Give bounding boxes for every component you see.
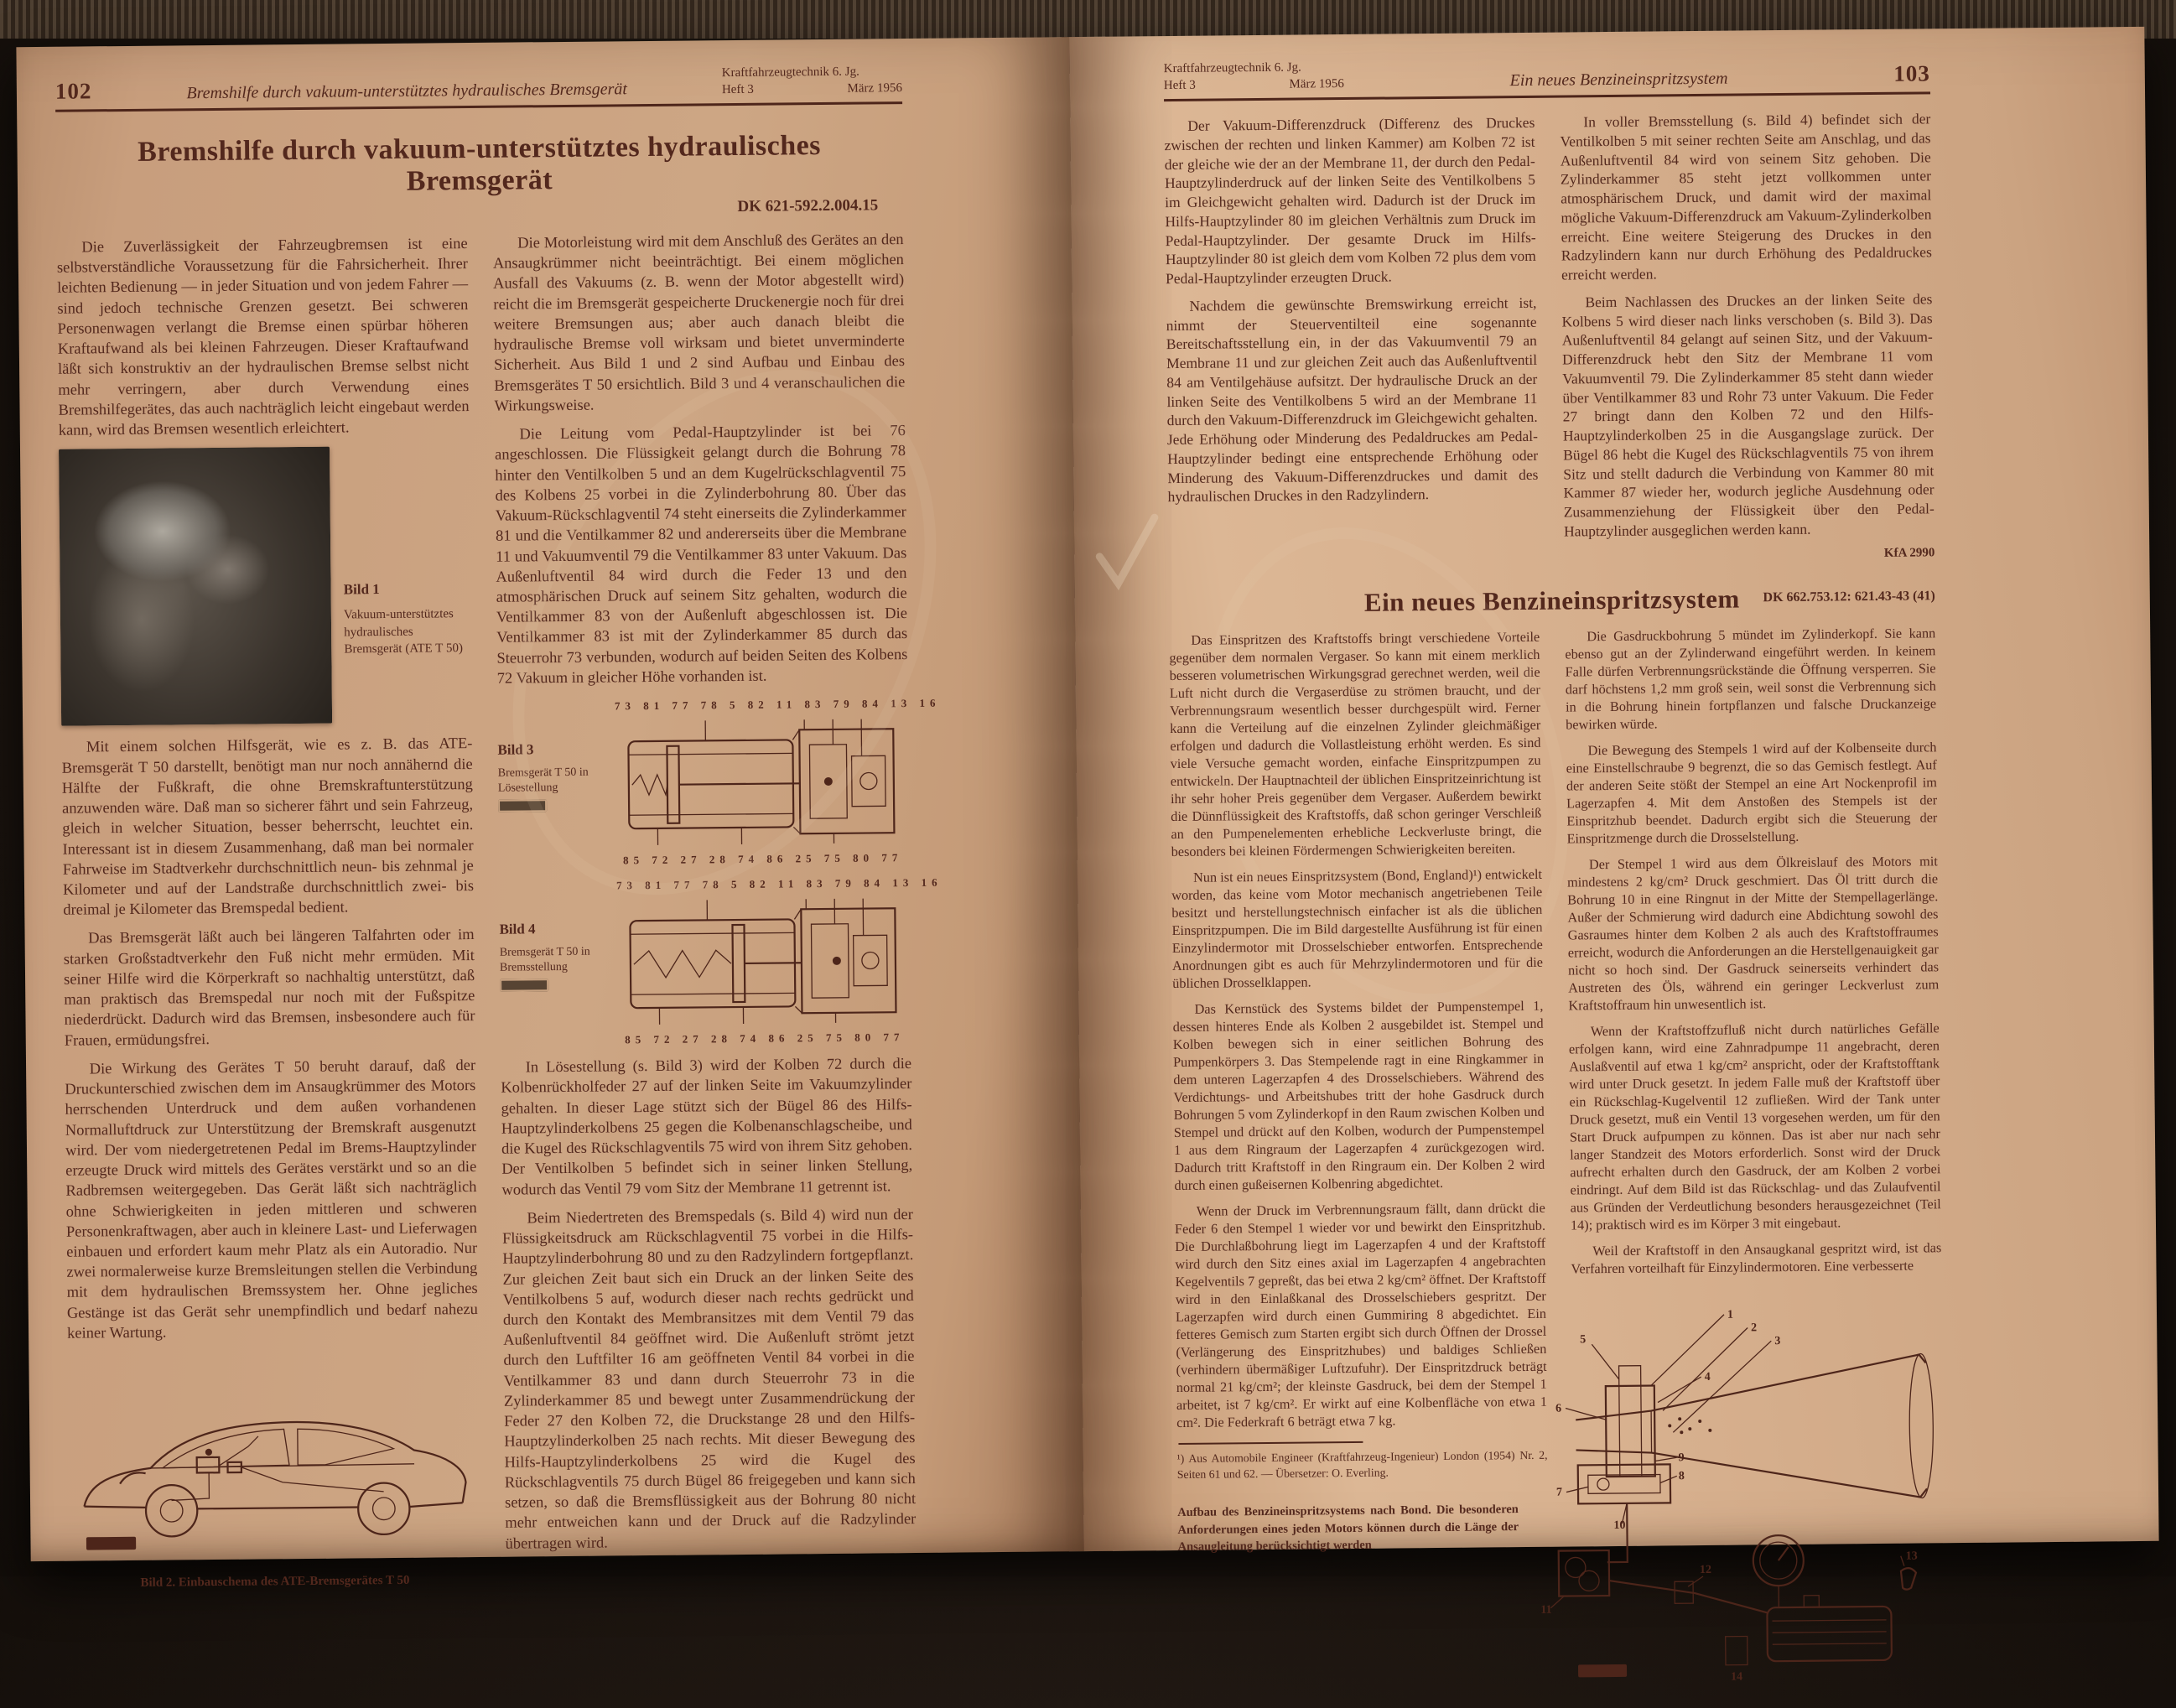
cross-section-braking	[616, 890, 911, 1033]
journal-block	[722, 64, 902, 98]
paragraph-verbrennungsraum: Wenn der Druck im Verbrennungsraum fällt, dann drückt die Feder 6 den Stempel 1 wieder vor und bewirkt den Einspritzhub. Die Durchlaßbohrung liegt im Lagerzapfen 4 und der Kraftstoff wird durch den Sitz eines axial im Lagerzapfen 4 angebrachten Kegelventils 7 gepreßt, das bei etwa 2 kg/cm² öffnet. Der Kraftstoff wird in den Einlaßkanal des Drosselschiebers gespritzt. Der Lagerzapfen wird durch einen Gummiring 8 abgedichtet. Ein fetteres Gemisch zum Starten ergibt sich durch Öffnen der Drossel (Verlängerung des Einspritzhubes) und baldiges Schließen (verhindern übermäßiger Luftzufuhr). Der Einspritzdruck beträgt normal 21 kg/cm²; der kleinste Gasdruck, bei dem der Stempel 1 arbeitet, ist 7 kg/cm². Er wirkt auf eine Kolbenfläche von etwa 1 cm². Die Federkraft 6 beträgt etwa 7 kg.	[1175, 1199, 1548, 1431]
paragraph-einspritzen: Das Einspritzen des Kraftstoffs bringt verschiedene Vorteile gegenüber dem normalen Vergaser. So kann mit einem merklich besseren volumetrischen Wirkungsgrad gerechnet werden, weil die Luft nicht durch die Vergaserdüse zu strömen braucht, und der Verbrennungsraum wesentlich besser durchgespült wird. Ferner kann die Verteilung auf die einzelnen Zylinder gleichmäßiger erfolgen und dadurch die Vollastleistung erhöht werden. Es sind viele Versuche gemacht worden, einfache Einspritzpumpen zu entwickeln. Der Hauptnachteil der üblichen Einspritzeinrichtung ist ihr sehr hoher Preis gegenüber dem Vergaser. Außerdem bewirkt die Dünnflüssigkeit des Kraftstoffs, daß schon geringer Verschleiß an den Pumpenelementen erhebliche Leckverluste bringt, die besonders bei kleinen Fördermengen Schwierigkeiten bereiten.	[1169, 627, 1542, 859]
bild-4-diagram	[616, 876, 911, 1046]
bild-3-part-numbers-top: 73 81 77 78 5 82 11 83 79 84 13 16	[615, 697, 908, 713]
paragraph-bond-system: Nun ist ein neues Einspritzsystem (Bond, England)¹) entwickelt worden, das keine vom Motor mechanisch angetriebenen Teile besitzt und herstellungstechnisch einfacher ist als die üblichen Einspritzpumpen. Die im Bild dargestellte Ausführung ist für einen Einzylindermotor mit Drosselschieber entworfen. Entsprechende Anordnungen gibt es auch für Mehrzylindermotoren und für die üblichen Drosselklappen.	[1171, 865, 1543, 992]
bild-3-caption	[497, 700, 606, 869]
paragraph-motorleistung: Die Motorleistung wird mit dem Anschluß des Gerätes an den Ansaugkrümmer nicht beeinträchtigt. Bei einem möglichen Ausfall des Vakuums (z. B. wenn der Motor abgestellt wird) reicht die im Bremsgerät gespeicherte Druckenergie noch für drei weitere Bremsungen aus; aber auch danach bleibt die hydraulische Bremse voll wirksam und bietet unverminderte Sicherheit. Aus Bild 1 und 2 sind Aufbau und Einbau des Bremsgerätes T 50 ersichtlich. Bild 3 und 4 veranschaulichen die Wirkungsweise.	[493, 230, 906, 417]
part-label: 3	[1774, 1335, 1780, 1347]
part-label: 13	[1906, 1550, 1918, 1563]
bild-3-label: Bild 3	[497, 740, 605, 760]
car-installation-diagram	[67, 1352, 480, 1570]
author-sign-off: KfA 2990	[1564, 546, 1935, 563]
archive-stamp	[498, 799, 547, 812]
magazine-spread	[16, 27, 2158, 1561]
second-article-title-row	[1169, 582, 1935, 620]
article2-column-1	[1169, 627, 1550, 1697]
figure-bond-system	[1524, 1282, 1946, 1694]
journal-issue: Heft 3	[1164, 77, 1196, 94]
bild-3-caption-text: Bremsgerät T 50 in Lösestellung	[498, 766, 605, 797]
paragraph-wirkung: Die Wirkung des Gerätes T 50 beruht darauf, daß der Druckunterschied zwischen dem im Ansaugkrümmer des Motors herrschenden Unterdruck und dem außen vorhandenen Normalluftdruck zur Unterstützung der Bremskraft ausgenutzt wird. Der vom niedergetretenen Pedal im Brems-Hauptzylinder erzeugte Druck wird mittels des Gerätes verstärkt und so an die Radbremsen weitergegeben. Das Gerät läßt sich nachträglich ohne Schwierigkeiten in jeden mittleren und schweren Personenkraftwagen, aber auch in kleinere Last- und Lieferwagen einbauen und erfordert kaum mehr Platz als ein Autoradio. Nur zwei normalerweise kurze Bremsleitungen stellen die Verbindung mit dem hydraulischen Bremssystem her. Ohne jegliches Gestänge ist das Gerät sehr unempfindlich und bedarf nahezu keiner Wartung.	[65, 1056, 478, 1344]
journal-name: Kraftfahrzeugtechnik 6. Jg.	[722, 64, 902, 82]
paragraph-hilfsgeraet: Mit einem solchen Hilfsgerät, wie es z. B. das ATE-Bremsgerät T 50 darstellt, benötigt man nur noch annähernd die Hälfte der Fußkraft, die ohne Bremskraftunterstützung anzuwenden wäre. Daß man so sicherer fährt und sein Fahrzeug, gleich in welcher Situation, besser beherrscht, leuchtet ein. Interessant ist in diesem Zusammenhang, daß man bei normaler Fahrweise im Stadtverkehr durchschnittlich neun- bis zehnmal je Kilometer und auf der Landstraße durchschnittlich zwei- bis dreimal je Kilometer das Bremspedal bedient.	[61, 734, 474, 921]
pen-checkmark	[1089, 506, 1166, 599]
figure-bild-1	[59, 445, 472, 726]
bild-4-part-numbers-top: 73 81 77 78 5 82 11 83 79 84 13 16	[616, 876, 910, 892]
left-page-column-1	[57, 234, 480, 1591]
bild-1-label: Bild 1	[344, 579, 471, 600]
running-title: Ein neues Benzineinspritzsystem	[1344, 68, 1894, 92]
injection-system-diagram	[1524, 1282, 1948, 1694]
figure-bild-3	[497, 697, 910, 869]
bild-4-caption-text: Bremsgerät T 50 in Bremsstellung	[500, 945, 607, 977]
second-article-title: Ein neues Benzineinspritzsystem	[1169, 582, 1935, 620]
paragraph-schmierung: Der Stempel 1 wird aus dem Ölkreislauf des Motors mit mindestens 2 kg/cm² Druck geschmiert. Das Öl tritt durch die Bohrung 10 in eine Ringnut in der Mitte der Stempellagerlänge. Außer der Schmierung wird dadurch eine Abdichtung sowohl des Gasraumes hinter dem Kolben 2 als auch des Kraftstoffraumes erreicht, wodurch die Anforderungen an die Herstellgenauigkeit gar nicht so hoch sind. Der Gasdruck seinerseits verhindert das Austreten des Öls, während ein geringer Leckverlust zum Kraftstoffraum hin unwesentlich ist.	[1567, 852, 1940, 1014]
paragraph-loesestellung: In Lösestellung (s. Bild 3) wird der Kolben 72 durch die Kolbenrückholfeder 27 auf der linken Seite im Vakuumzylinder gehalten. In dieser Lage stützt sich der Bügel 86 des Hilfs-Hauptzylinderkolbens 25 gegen die Kolbenanschlagscheibe, und die Kugel des Rückschlagventils 75 wird von ihrem Sitz gehoben. Der Ventilkolben 5 befindet sich in seiner linken Stellung, wodurch das Ventil 79 vom Sitz der Membrane 11 getrennt ist.	[501, 1054, 913, 1200]
right-page-cont-column-2	[1560, 109, 1935, 563]
right-page-cont-column-1	[1164, 113, 1539, 568]
bild-4-caption	[499, 880, 608, 1048]
paragraph-leitung: Die Leitung vom Pedal-Hauptzylinder ist bei 76 angeschlossen. Die Flüssigkeit gelangt durch die Bohrung 78 hinter den Ventilkolben 5 und an dem Kugelrückschlagventil 75 des Kolbens 25 vorbei in die Zylinderbohrung 80. Über das Vakuum-Rückschlagventil 74 steht einerseits die Zylinderkammer 81 und die Ventilkammer 82 und andererseits über die Membrane 11 und Vakuumventil 79 die Ventilkammer 83 unter Vakuum. Das Außenluftventil 84 wird durch die Feder 13 und den atmosphärischen Druck auf seinem Sitz gehalten, wodurch die Ventilkammer 83 von der Außenluft abgeschlossen ist. Die Ventilkammer 83 ist mit der Zylinderkammer 85 durch das Steuerrohr 73 verbunden, wodurch auf beiden Seiten des Kolbens 72 Vakuum in gleicher Höhe vorhanden ist.	[495, 421, 908, 689]
left-page-column-2	[493, 230, 917, 1587]
part-label: 12	[1700, 1564, 1711, 1576]
figure-bild-2	[67, 1352, 480, 1591]
paragraph-nachlassen: Beim Nachlassen des Druckes an der linken Seite des Kolbens 5 wird dieser nach links verschoben (s. Bild 3). Das Außenluftventil 84 gelangt auf seinen Sitz, und der Vakuum-Differenzdruck hebt den Sitz der Membrane 11 vom Vakuumventil 79. Die Zylinderkammer 85 steht dann wieder über Ventilkammer 83 und Rohr 73 unter Vakuum. Die Feder 27 bringt dann den Kolben 72 und den Hilfs-Hauptzylinderkolben 25 in die Ausgangslage zurück. Der Bügel 86 hebt die Kugel des Rückschlagventils 75 von ihrem Sitz und stellt dadurch die Verbindung von Kammer 80 mit Kammer 87 wieder her, wodurch jegliche Ausdehnung oder Zusammenziehung der Flüssigkeit über den Pedal-Hauptzylinder ausgeglichen werden kann.	[1561, 289, 1935, 541]
paragraph-ansaugkanal: Weil der Kraftstoff in den Ansaugkanal gespritzt wird, ist das Verfahren vorteilhaft für Einzylindermotoren. Eine verbesserte	[1571, 1238, 1941, 1277]
bild-3-part-numbers-bottom: 85 72 27 28 74 86 25 75 80 77	[616, 851, 910, 867]
journal-name: Kraftfahrzeugtechnik 6. Jg.	[1164, 60, 1344, 78]
paragraph-bereitschaft: Nachdem die gewünschte Bremswirkung erreicht ist, nimmt der Steuerventilteil eine sogenannte Bereitschaftsstellung ein, in der das Vakuumventil 79 an Membrane 11 und zur gleichen Zeit auch das Außenluftventil 84 am Ventilgehäuse aufsitzt. Der hydraulische Druck an der linken Seite des Ventilkolbens 5 wird an der Membrane 11 durch den Vakuum-Differenzdruck im Gleichgewicht gehalten. Jede Erhöhung oder Minderung des Pedaldruckes am Pedal-Hauptzylinder bedingt eine entsprechende Erhöhung oder Minderung des Vakuum-Differenzdruckes und damit des hydraulischen Druckes in den Radzylindern.	[1166, 293, 1538, 506]
bild-1-caption-text: Vakuum-unterstütztes hydraulisches Bremsgerät (ATE T 50)	[344, 605, 471, 657]
part-label: 11	[1540, 1604, 1551, 1617]
paragraph-bewegung-stempel: Die Bewegung des Stempels 1 wird auf der Kolbenseite durch eine Einstellschraube 9 begrenzt, die so das Gemisch festlegt. Auf der anderen Seite stößt der Stempel an eine Art Nockenprofil im Lagerzapfen 4. Mit dem Anstoßen des Stempels ist der Einspritzhub beendet. Dadurch ergibt sich die Steuerung der Einspritzmenge durch die Drosselstellung.	[1566, 738, 1937, 847]
bild-1-caption	[344, 579, 472, 657]
journal-block	[1164, 60, 1344, 94]
journal-issue: Heft 3	[722, 81, 754, 98]
part-label: 6	[1555, 1403, 1561, 1415]
bild-4-label: Bild 4	[499, 920, 606, 939]
part-label: 2	[1751, 1321, 1757, 1334]
part-label: 9	[1679, 1451, 1685, 1464]
paragraph-differenzdruck: Der Vakuum-Differenzdruck (Differenz des Druckes zwischen der rechten und linken Kammer) am Kolben 72 ist der gleiche wie der an der Membrane 11, der durch den Pedal-Hauptzylinderdruck auf der linken Seite des Ventilkolbens 5 im Gleichgewicht gehalten wird. Dadurch ist der Druck im Hilfs-Hauptzylinder 80 im gleichen Verhältnis zum Druck im Pedal-Hauptzylinder. Der gesamte Druck im Hilfs-Hauptzylinder 80 ist gleich dem vom Kolben 72 plus dem vom Pedal-Hauptzylinder erzeugten Druck.	[1164, 113, 1536, 288]
bild-4-part-numbers-bottom: 85 72 27 28 74 86 25 75 80 77	[618, 1031, 911, 1046]
running-title: Bremshilfe durch vakuum-unterstütztes hydraulisches Bremsgerät	[91, 79, 722, 104]
journal-date: März 1956	[1289, 76, 1344, 93]
footnote-rule	[1178, 1441, 1363, 1445]
part-label: 8	[1679, 1470, 1685, 1482]
cross-section-release	[615, 710, 910, 854]
running-head-left	[55, 64, 902, 112]
paragraph-niedertreten: Beim Niedertreten des Bremspedals (s. Bild 4) wird nun der Flüssigkeitsdruck am Rückschlagventil 75 vorbei in die Hilfs-Hauptzylinderbohrung 80 und zu den Radzylindern fortgepflanzt. Zur gleichen Zeit baut sich ein Druck an der linken Seite des Ventilkolbens 5 auf, wodurch dieser nach rechts gedrückt und durch den Kontakt des Membransitzes mit dem Ventil 79 das Außenluftventil 84 geöffnet wird. Die Außenluft strömt jetzt durch den Luftfilter 16 am geöffneten Ventil 84 vorbei in die Ventilkammer 83 und dann durch Steuerrohr 73 in die Zylinderkammer 85 und bewegt unter Zusammendrückung der Feder 27 den Kolben 72, die Druckstange 28 und den Hilfs-Hauptzylinderkolben 25 nach rechts. Mit dieser Bewegung des Hilfs-Hauptzylinderkolbens 25 wird die Kugel des Rückschlagventils 75 durch Bügel 86 freigegeben und kann sich setzen, so daß die Bremsflüssigkeit aus der Bohrung 80 nicht mehr entweichen kann und der Druck auf die Radzylinder übertragen wird.	[502, 1205, 917, 1555]
paragraph-gasdruckbohrung: Die Gasdruckbohrung 5 mündet im Zylinderkopf. Sie kann ebenso gut an der Zylinderwand eingeführt werden. In keinem Falle dürfen Verbrennungsrückstände die Öffnung versperren. Sie darf höchstens 1,2 mm groß sein, weil sonst die Verbrennung sich in die Bohrung hinein fortpflanzen und falsche Druckanzeige bewirken würde.	[1565, 624, 1936, 733]
part-label: 14	[1731, 1671, 1742, 1684]
article2-column-2	[1565, 624, 1945, 1694]
bild-2-caption: Bild 2. Einbauschema des ATE-Bremsgerätes T 50	[70, 1573, 480, 1591]
part-label: 7	[1556, 1487, 1562, 1499]
page-number: 102	[55, 78, 92, 104]
dk-number: DK 621-592.2.004.15	[56, 196, 878, 222]
paragraph-kraftstoffzufluss: Wenn der Kraftstoffzufluß nicht durch natürliches Gefälle erfolgen kann, wird eine Zahnradpumpe 11 angebracht, deren Auslaßventil auf etwa 1 kg/cm² anspricht, oder der Kraftstofftank wird unter Druck gesetzt. In jedem Falle muß der Kraftstoff über ein Rückschlag-Kugelventil 12 zufließen. Wird der Tank unter Druck gesetzt, muß ein Ventil 13 vorgesehen werden, um für den Start Druck aufpumpen zu können. Das ist aber nur nach sehr langer Standzeit des Motors erforderlich. Sonst wird der Druck aufrecht erhalten durch den Gasdruck, der am Kolben 2 vorbei eindringt. Auf dem Bild ist das Rückschlag- und das Zulaufventil aus Gründen der Verdeutlichung besonders herausgezeichnet (Teil 14); praktisch wird es im Körper 3 mit eingebaut.	[1569, 1019, 1941, 1233]
second-article-dk: DK 662.753.12: 621.43-43 (41)	[1763, 589, 1935, 605]
paragraph-bremsstellung: In voller Bremsstellung (s. Bild 4) befindet sich der Ventilkolben 5 mit seiner rechten Seite am Anschlag, und das Außenluftventil 84 wird von seinem Sitz gehoben. Die Zylinderkammer 85 steht jetzt vollkommen unter atmosphärischem Druck, und damit wird der maximal mögliche Vakuum-Differenzdruck am Vakuum-Zylinderkolben erreicht. Eine weitere Steigerung des Druckes in den Radzylindern kann nur durch Erhöhung des Pedaldruckes erreicht werden.	[1560, 109, 1932, 284]
journal-date: März 1956	[847, 80, 902, 97]
part-label: 10	[1613, 1519, 1625, 1532]
paragraph-intro: Die Zuverlässigkeit der Fahrzeugbremsen ist eine selbstverständliche Voraussetzung für die Fahrsicherheit. Ihrer leichten Bedienung — in jeder Situation und von jedem Fahrer — sind jedoch technische Grenzen gesetzt. Bei schweren Personenwagen verlangt die Bremse einen spürbar höheren Kraftaufwand als bei kleinen Fahrzeugen. Dieser Kraftaufwand läßt sich konstruktiv an der hydraulischen Bremse selbst nicht mehr verringern, aber durch Verwendung eines Bremshilfegerätes, das auch nachträglich leicht eingebaut werden kann, wird das Bremsen wesentlich erleichtert.	[57, 234, 470, 441]
brake-booster-photo	[59, 447, 333, 726]
figure-bild-4	[499, 876, 911, 1048]
photo-stamp	[1578, 1664, 1627, 1678]
paragraph-kernstueck: Das Kernstück des Systems bildet der Pumpenstempel 1, dessen hinteres Ende als Kolben 2 ausgebildet ist. Stempel und Kolben bewegen sich in einer seitlichen Bohrung des Pumpenkörpers 3. Das Stempelende ragt in eine Ringkammer in dem unteren Lagerzapfen 4 des Drosselschiebers. Während des Verdichtungs- und Arbeitshubes tritt der hohe Gasdruck durch Bohrungen 5 vom Zylinderkopf in den Raum zwischen Kolben und Stempel und drückt auf den Kolben, wodurch der Pumpenstempel 1 aus dem Ringraum der Lagerzapfen 4 zurückgezogen wird. Dadurch tritt Kraftstoff in den Ringraum ein. Der Kolben 2 wird durch einen gußeisernen Kolbenring abgedichtet.	[1172, 997, 1545, 1194]
part-label: 4	[1705, 1371, 1711, 1384]
part-label: 1	[1727, 1309, 1733, 1321]
running-head-right	[1164, 54, 1930, 101]
bond-figure-caption: Aufbau des Benzineinspritzsystems nach Bond. Die besonderen Anforderungen eines jeden Motors können durch die Länge der Ansaugleitung berücksichtigt werden	[1177, 1502, 1519, 1556]
article-title: Bremshilfe durch vakuum-unterstütztes hydraulisches Bremsgerät	[64, 129, 895, 200]
page-103	[1069, 27, 2158, 1551]
archive-stamp	[500, 979, 548, 992]
bild-3-diagram	[615, 697, 910, 867]
page-102	[16, 37, 1083, 1561]
part-label: 5	[1580, 1333, 1586, 1346]
photo-stamp	[86, 1537, 136, 1550]
paragraph-talfahrten: Das Bremsgerät läßt auch bei längeren Talfahrten oder im starken Großstadtverkehr den Fuß nicht mehr ermüden. Mit seiner Hilfe wird die Körperkraft so nachhaltig unterstützt, daß man praktisch das Bremspedal nur noch mit der Fußspitze niederdrückt. Dadurch wird das Bremsen, insbesondere auch für Frauen, ermüdungsfrei.	[63, 925, 475, 1051]
page-number: 103	[1893, 60, 1930, 86]
footnote: ¹) Aus Automobile Engineer (Kraftfahrzeug-Ingenieur) London (1954) Nr. 2, Seiten 61 und 62. — Übersetzer: O. Everling.	[1177, 1448, 1548, 1482]
